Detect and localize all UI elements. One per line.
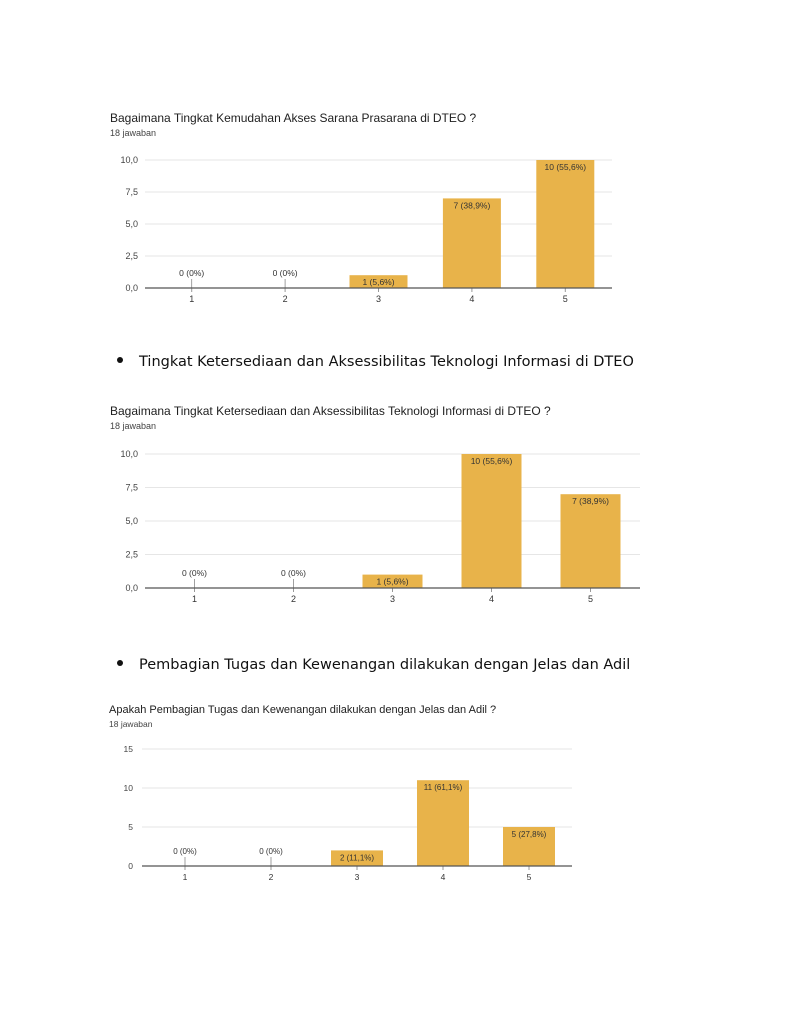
y-tick-label: 7,5 <box>125 187 138 197</box>
chart-title: Bagaimana Tingkat Ketersediaan dan Aksessibilitas Teknologi Informasi di DTEO ? <box>110 404 551 418</box>
y-tick-label: 5 <box>128 822 133 832</box>
bullet-text: Tingkat Ketersediaan dan Aksessibilitas Teknologi Informasi di DTEO <box>139 354 634 370</box>
data-label: 0 (0%) <box>280 568 307 578</box>
y-tick-label: 2,5 <box>125 251 138 261</box>
x-tick-label: 4 <box>488 594 495 604</box>
bar <box>417 780 469 866</box>
chart-title: Bagaimana Tingkat Kemudahan Akses Sarana Prasarana di DTEO ? <box>110 111 477 125</box>
y-tick-label: 0,0 <box>125 283 138 293</box>
chart-subtitle: 18 jawaban <box>110 128 157 138</box>
x-tick-label: 3 <box>375 294 382 304</box>
data-label: 10 (55,6%) <box>544 162 587 172</box>
data-label: 0 (0%) <box>179 268 205 278</box>
data-label: 0 (0%) <box>259 847 283 856</box>
x-tick-label: 2 <box>282 294 288 304</box>
x-tick-label: 1 <box>182 872 188 882</box>
data-label: 0 (0%) <box>181 568 208 578</box>
x-tick-label: 1 <box>189 294 195 304</box>
chart-title: Apakah Pembagian Tugas dan Kewenangan dilakukan dengan Jelas dan Adil ? <box>109 704 497 716</box>
data-label: 11 (61,1%) <box>423 783 463 793</box>
x-tick-label: 4 <box>469 294 475 304</box>
data-label: 7 (38,9%) <box>572 496 609 507</box>
x-tick-label: 1 <box>191 594 198 604</box>
data-label: 10 (55,6%) <box>470 456 513 466</box>
y-tick-label: 10,0 <box>120 155 138 165</box>
y-tick-label: 0,0 <box>125 583 138 593</box>
x-tick-label: 2 <box>268 872 274 882</box>
data-label: 5 (27,8%) <box>511 830 547 839</box>
y-tick-label: 10 <box>123 783 133 793</box>
data-label: 2 (11,1%) <box>339 853 375 863</box>
data-label: 0 (0%) <box>173 847 197 856</box>
x-tick-label: 4 <box>440 872 446 882</box>
x-tick-label: 5 <box>526 872 532 882</box>
data-label: 1 (5,6%) <box>362 277 395 288</box>
y-tick-label: 5,0 <box>125 516 138 526</box>
x-tick-label: 5 <box>562 294 568 304</box>
chart-subtitle: 18 jawaban <box>110 421 157 431</box>
y-tick-label: 7,5 <box>125 482 138 493</box>
x-tick-label: 2 <box>290 594 297 604</box>
data-label: 1 (5,6%) <box>376 576 409 587</box>
y-tick-label: 2,5 <box>125 549 138 560</box>
data-label: 7 (38,9%) <box>453 200 491 211</box>
x-tick-label: 3 <box>389 594 396 604</box>
x-tick-label: 5 <box>587 594 594 604</box>
x-tick-label: 3 <box>354 872 360 882</box>
y-tick-label: 0 <box>128 861 133 871</box>
y-tick-label: 15 <box>123 744 133 754</box>
data-label: 0 (0%) <box>272 268 298 278</box>
bullet-text: Pembagian Tugas dan Kewenangan dilakukan dengan Jelas dan Adil <box>139 657 631 673</box>
y-tick-label: 5,0 <box>125 219 138 229</box>
y-tick-label: 10,0 <box>120 449 138 459</box>
chart-subtitle: 18 jawaban <box>109 719 153 729</box>
